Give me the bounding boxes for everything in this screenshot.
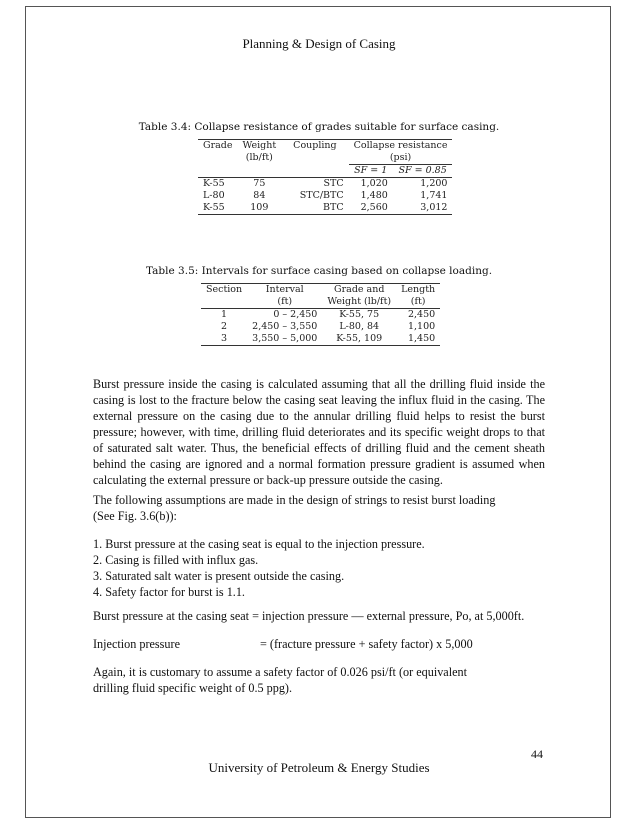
- cell-interval: 0 – 2,450: [273, 309, 318, 320]
- list-item: 3. Saturated salt water is present outside the casing.: [93, 569, 345, 583]
- injection-equation: [93, 636, 545, 652]
- cell-grade: K-55, 109: [336, 333, 383, 344]
- page-header: Planning & Design of Casing: [242, 36, 396, 51]
- burst-equation: Burst pressure at the casing seat = injection pressure — external pressure, Po, at 5,000ft.: [93, 609, 525, 623]
- page-footer: University of Petroleum & Energy Studies: [208, 760, 430, 775]
- cell-weight: 109: [250, 202, 269, 213]
- cell-grade: K-55: [203, 202, 225, 213]
- cell-interval: 3,550 – 5,000: [252, 333, 318, 344]
- table-3-5: [201, 283, 440, 346]
- page-number: 44: [531, 747, 543, 761]
- injection-label: Injection pressure: [93, 637, 180, 651]
- table-3-4-caption: Table 3.4: Collapse resistance of grades suitable for surface casing.: [138, 121, 500, 133]
- col-sf2-header: SF = 0.85: [393, 165, 453, 178]
- cell-section: 1: [221, 309, 228, 320]
- list-item: 1. Burst pressure at the casing seat is equal to the injection pressure.: [93, 537, 425, 551]
- cell-coupling: STC: [323, 178, 344, 189]
- table-row: [201, 321, 440, 333]
- col-coupling-header: Coupling: [293, 140, 337, 151]
- table-header-row: [201, 284, 440, 297]
- cell-section: 2: [221, 321, 228, 332]
- injection-formula: = (fracture pressure + safety factor) x 5,000: [260, 637, 473, 651]
- col-grade-header: Grade and: [334, 284, 385, 295]
- col-length-unit: (ft): [396, 296, 440, 309]
- cell-weight: 84: [253, 190, 266, 201]
- cell-sf2: 1,741: [420, 190, 448, 201]
- cell-grade: K-55: [203, 178, 225, 189]
- cell-length: 1,450: [407, 333, 436, 344]
- table-3-5-caption: Table 3.5: Intervals for surface casing based on collapse loading.: [145, 265, 493, 277]
- intro-line: (See Fig. 3.6(b)):: [93, 509, 177, 523]
- table-row: [201, 333, 440, 346]
- col-collapse-header: Collapse resistance: [353, 140, 448, 151]
- table-row: [198, 202, 452, 215]
- list-item: 4. Safety factor for burst is 1.1.: [93, 585, 245, 599]
- col-weight-unit: (lb/ft): [245, 152, 273, 164]
- cell-grade: L-80: [203, 190, 225, 201]
- cell-sf1: 1,020: [360, 178, 388, 189]
- cell-coupling: BTC: [323, 202, 344, 213]
- table-header-row: [198, 140, 452, 153]
- cell-weight: 75: [253, 178, 266, 189]
- col-weight-header: Weight: [242, 140, 277, 151]
- cell-sf1: 2,560: [360, 202, 388, 213]
- table-header-row: [198, 165, 452, 178]
- cell-length: 2,450: [407, 309, 436, 320]
- again-line: Again, it is customary to assume a safety factor of 0.026 psi/ft (or equivalent: [93, 665, 467, 679]
- cell-interval: 2,450 – 3,550: [252, 321, 318, 332]
- assumptions-intro: [93, 492, 545, 524]
- table-header-row: [201, 296, 440, 309]
- col-grade-sub: Weight (lb/ft): [322, 296, 396, 309]
- table-row: [198, 190, 452, 202]
- table-row: [201, 309, 440, 322]
- again-line: drilling fluid specific weight of 0.5 ppg).: [93, 681, 293, 695]
- intro-line: The following assumptions are made in the design of strings to resist burst loading: [93, 493, 496, 507]
- col-section-header: Section: [206, 284, 243, 295]
- cell-section: 3: [221, 333, 228, 344]
- burst-paragraph: Burst pressure inside the casing is calculated assuming that all the drilling fluid inside the casing is lost to the fracture below the casing seat leaving the influx fluid in the casing. The external pressure on the casing due to the annular drilling fluid helps to resist the burst pressure; however, with time, drilling fluid deteriorates and its specific weight drops to that of saturated salt water. Thus, the beneficial effects of drilling fluid and the cement sheath behind the casing are ignored and a normal formation pressure gradient is assumed when calculating the external pressure or back-up pressure outside the casing.: [93, 377, 545, 487]
- col-collapse-unit: (psi): [349, 152, 453, 165]
- cell-grade: K-55, 75: [339, 309, 380, 320]
- cell-grade: L-80, 84: [339, 321, 380, 332]
- cell-sf2: 3,012: [420, 202, 448, 213]
- table-3-4: [198, 139, 452, 215]
- col-interval-unit: (ft): [247, 296, 322, 309]
- col-grade-header: Grade: [203, 140, 233, 151]
- table-row: [198, 178, 452, 191]
- col-length-header: Length: [401, 284, 436, 295]
- col-interval-header: Interval: [265, 284, 304, 295]
- cell-sf2: 1,200: [420, 178, 448, 189]
- cell-sf1: 1,480: [360, 190, 388, 201]
- col-sf1-header: SF = 1: [349, 165, 393, 178]
- cell-coupling: STC/BTC: [299, 190, 344, 201]
- table-header-row: [198, 152, 452, 165]
- cell-length: 1,100: [407, 321, 436, 332]
- again-paragraph: [93, 664, 545, 696]
- list-item: 2. Casing is filled with influx gas.: [93, 553, 259, 567]
- assumptions-list: [93, 536, 545, 600]
